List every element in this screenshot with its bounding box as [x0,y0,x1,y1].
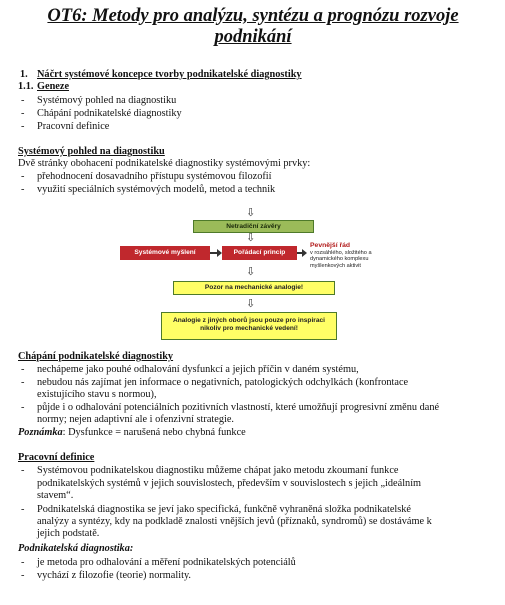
analogie-box [161,312,337,340]
chapani-heading: Chápání podnikatelské diagnostiky [18,351,174,362]
bullet-dash: - [21,364,25,375]
systemovy-heading: Systémový pohled na diagnostiku [18,146,165,157]
systemove-mysleni-box: Systémové myšlení [120,246,210,260]
pevnejsi-rad-line: dynamického komplexu [310,256,369,263]
bullet-dash: - [21,108,25,119]
list-item-continuation: jejich podstatě. [37,528,100,539]
bullet-dash: - [21,402,25,413]
list-item-continuation: existujícího stavu s normou), [37,389,157,400]
list-item: Systémovou podnikatelskou diagnostiku můžeme chápat jako metodu zkoumaní funkce [37,465,399,476]
bullet-dash: - [21,504,25,515]
page-title: OT6: Metody pro analýzu, syntézu a prognózu rozvoje podnikání [47,6,459,47]
bullet-dash: - [21,171,25,182]
list-item: vychází z filozofie (teorie) normality. [37,570,192,581]
list-item: Chápání podnikatelské diagnostiky [37,108,182,119]
bullet-dash: - [21,121,25,132]
pozor-analogie-box: Pozor na mechanické analogie! [173,281,335,295]
bullet-dash: - [21,557,25,568]
bullet-dash: - [21,184,25,195]
podnikatelska-diagnostika-subheading: Podnikatelská diagnostika: [18,543,134,554]
list-item-continuation: podnikatelských systémů v jejich souvislostech, především v souvislostech s jejich „ideálním [37,478,422,489]
pevnejsi-rad-text [310,243,428,269]
list-item: nebudou nás zajímat jen informace o negativních, patologických odchylkách (konfrontace [37,377,409,388]
netradicni-zavery-box: Netradiční závěry [193,220,314,233]
list-item: Pracovní definice [37,121,110,132]
concept-diagram [118,206,428,351]
note-text: : Dysfunkce = narušená nebo chybná funkce [62,427,246,438]
pevnejsi-rad-line: v rozsáhlého, složitého a [310,249,372,256]
bullet-dash: - [21,570,25,581]
subsection-number: 1.1. [18,81,34,92]
note-label: Poznámka [18,427,63,438]
bullet-dash: - [21,465,25,476]
down-arrow-icon: ⇩ [246,206,256,219]
pevnejsi-rad-title: Pevnější řád [310,242,351,249]
bullet-dash: - [21,377,25,388]
arrow-head-icon [302,249,307,257]
pracovni-heading: Pracovní definice [18,452,95,463]
section-number: 1. [20,69,28,80]
analogie-line: nikoliv pro mechanické vedení! [200,325,298,332]
list-item: využití speciálních systémových modelů, metod a technik [37,184,276,195]
list-item-continuation: stavem“. [37,490,74,501]
list-item-continuation: normy; nejen adaptivní ale i ofenzivní strategie. [37,414,235,425]
subsection-heading: Geneze [37,81,70,92]
list-item: Systémový pohled na diagnostiku [37,95,177,106]
systemovy-intro: Dvě stránky obohacení podnikatelské diagnostiky systémovými prvky: [18,158,311,169]
poradaci-princip-box: Pořádací princip [222,246,297,260]
list-item: půjde i o odhalování potenciálních pozitivních vlastností, které umožňují progresivní změnu dané [37,402,440,413]
list-item: nechápeme jako pouhé odhalování dysfunkcí a jejich příčin v daném systému, [37,364,359,375]
analogie-line: Analogie z jiných oborů jsou pouze pro inspiraci [172,317,326,324]
list-item: je metoda pro odhalování a měření podnikatelských potenciálů [37,557,296,568]
down-arrow-icon: ⇩ [246,297,256,310]
bullet-dash: - [21,95,25,106]
down-arrow-icon: ⇩ [246,231,256,244]
poznamka-note [18,427,246,439]
down-arrow-icon: ⇩ [246,265,256,278]
list-item: Podnikatelská diagnostika se jeví jako specifická, funkčně vyhraněná složka podnikatelské [37,504,412,515]
section-heading: Náčrt systémové koncepce tvorby podnikatelské diagnostiky [37,69,302,80]
list-item: přehodnocení dosavadního přístupu systémovou filozofií [37,171,272,182]
list-item-continuation: analýzy a syntézy, kdy na podkladě znalosti vnějších jevů (příznaků, syndromů) se dostáváme k [37,516,432,527]
pevnejsi-rad-line: myšlenkových aktivit [310,262,361,269]
